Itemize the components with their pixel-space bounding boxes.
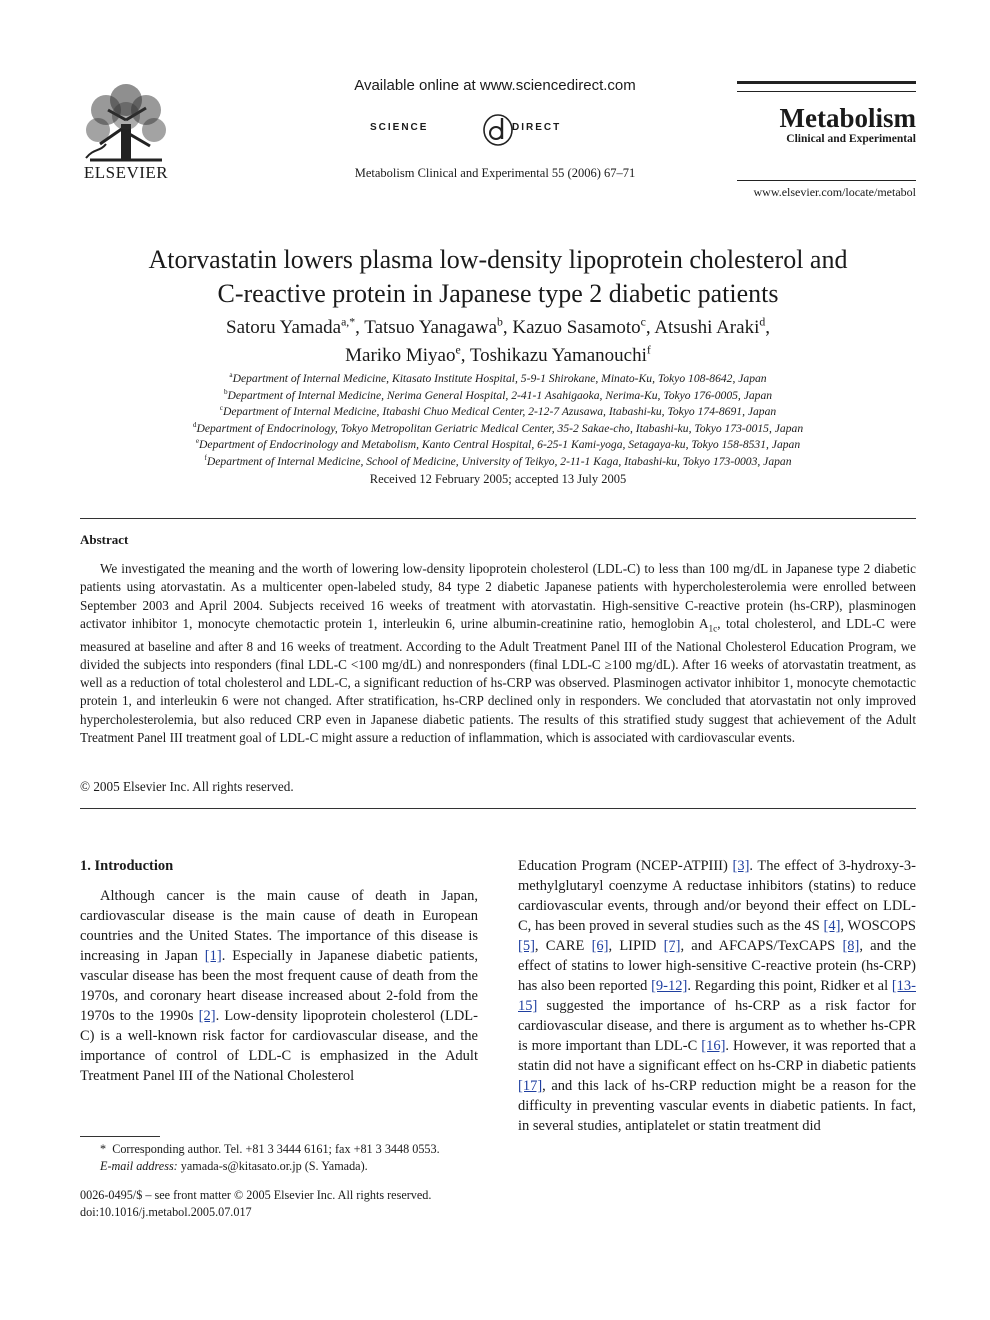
citation-link[interactable]: [13-15] [518,978,916,1014]
journal-header-rule [737,81,916,92]
body-text: , and the effect of statins to lower high-sensitive C-reactive protein (hs-CRP) has also been reported [518,938,916,994]
author-affil-mark: e [455,343,461,357]
affiliation-item [80,421,916,438]
body-text: . Regarding this point, Ridker et al [687,978,892,994]
email-label: E-mail address: [100,1159,178,1173]
abstract-top-rule [80,518,916,519]
journal-divider [737,180,916,181]
body-text: . Especially in Japanese diabetic patients, vascular disease has been the most frequent cause of death from the 1970s, and coronary heart disease increased about 2-fold from the 1970s to the 1990s [80,948,478,1024]
body-column-left [80,886,478,1086]
author-name[interactable]: Kazuo Sasamoto [512,317,641,338]
affil-text: Department of Internal Medicine, Kitasato Institute Hospital, 5-9-1 Shirokane, Minato-Ku, Tokyo 108-8642, Japan [232,372,767,385]
affiliation-item [80,371,916,388]
citation-link[interactable]: [9-12] [651,978,688,994]
affil-text: Department of Internal Medicine, School of Medicine, University of Teikyo, 2-11-1 Kaga, Itabashi-ku, Tokyo 173-0003, Japan [206,454,792,468]
affil-text: Department of Endocrinology and Metabolism, Kanto Central Hospital, 6-25-1 Kami-yoga, Setagaya-ku, Tokyo 158-8531, Japan [199,438,801,452]
footnote-mark: * [100,1142,107,1156]
citation-link[interactable]: [17] [518,1078,543,1094]
affil-mark: c [219,404,223,413]
sciencedirect-d-icon [482,112,514,148]
available-online-text[interactable]: Available online at www.sciencedirect.com [354,77,636,94]
author-name[interactable]: Mariko Miyao [345,345,456,366]
author-affil-mark: a,* [341,315,356,329]
author-name[interactable]: Satoru Yamada [226,317,342,338]
email-address[interactable]: yamada-s@kitasato.or.jp (S. Yamada). [180,1159,368,1173]
citation-link[interactable]: [4] [823,918,841,934]
body-text: Education Program (NCEP-ATPIII) [518,858,733,874]
section-heading-introduction: 1. Introduction [80,858,174,874]
abstract-bottom-rule [80,808,916,809]
author-separator: , [502,317,513,338]
journal-citation: Metabolism Clinical and Experimental 55 (2006) 67–71 [354,166,636,180]
author-affil-mark: b [497,315,503,329]
author-name[interactable]: Atsushi Araki [654,317,760,338]
body-text: , WOSCOPS [840,918,916,934]
footnote-text: Corresponding author. Tel. +81 3 3444 6161; fax +81 3 3448 0553. [112,1142,440,1156]
front-matter-line: 0026-0495/$ – see front matter © 2005 Elsevier Inc. All rights reserved. [80,1188,432,1202]
body-text: , and this lack of hs-CRP reduction might be a reason for the difficulty in preventing vascular events in diabetic patients. In fact, in several studies, antiplatelet or statin treatment did [518,1078,916,1134]
abstract-text: We investigated the meaning and the worth of lowering low-density lipoprotein cholesterol (LDL-C) to less than 100 mg/dL in Japanese type 2 diabetic patients using atorvastatin. As a multicenter open-labeled study, 84 type 2 diabetic Japanese patients with hypercholesterolemia were enrolled between September 2003 and April 2004. Subjects received 16 weeks of treatment with atorvastatin. High-sensitive C-reactive protein (hs-CRP), plasminogen activator inhibitor 1, monocyte chemotactic protein 1, interleukin 6, urine albumin-creatinine ratio, hemoglobin A [80,561,916,631]
sciencedirect-logo[interactable] [370,114,620,150]
body-text: . However, it was reported that a statin did not have a significant effect on hs-CRP in diabetic patients [518,1038,916,1074]
author-affil-mark: d [759,315,766,329]
body-text: suggested the importance of hs-CRP as a risk factor for cardiovascular disease, and there is argument as to whether hs-CPR is more important than LDL-C [518,998,916,1054]
affil-mark: a [229,371,233,380]
author-separator: , [355,317,365,338]
citation-link[interactable]: [16] [701,1038,726,1054]
affiliation-item [80,404,916,421]
affiliation-item [80,454,916,471]
author-separator: , [645,317,655,338]
abstract-heading: Abstract [80,532,129,547]
affil-mark: d [192,420,197,429]
received-dates: Received 12 February 2005; accepted 13 July 2005 [369,472,627,486]
abstract-body [80,560,916,747]
body-text: Although cancer is the main cause of death in Japan, cardiovascular disease is the main cause of death in European countries and the United States. The importance of this disease is increasing in Japan [80,888,478,964]
corresponding-author-note [100,1141,480,1158]
affil-text: Department of Internal Medicine, Itabashi Chuo Medical Center, 2-12-7 Azusawa, Itabashi-ku, Tokyo 174-8691, Japan [222,405,777,419]
body-text: , LIPID [608,938,664,954]
body-text: . The effect of 3-hydroxy-3-methylglutaryl coenzyme A reductase inhibitors (statins) to reduce cardiovascular events, through and/or beyond their effect on LDL-C, has been proved in several studies such as the 4S [518,858,917,934]
journal-name: Metabolism [779,103,916,133]
body-text: . Low-density lipoprotein cholesterol (LDL-C) is a well-known risk factor for cardiovascular disease, and the importance of control of LDL-C is emphasized in the Adult Treatment Panel III of the National Cholesterol [80,1008,478,1084]
title-line-1: Atorvastatin lowers plasma low-density lipoprotein cholesterol and [148,245,848,274]
journal-url[interactable]: www.elsevier.com/locate/metabol [753,185,916,199]
author-affil-mark: f [646,343,651,357]
citation-link[interactable]: [3] [732,858,750,874]
email-note [100,1158,480,1175]
body-column-right [518,856,916,1136]
body-text: , CARE [534,938,592,954]
abstract-subscript: 1c [708,623,718,634]
affil-text: Department of Endocrinology, Tokyo Metropolitan Geriatric Medical Center, 35-2 Sakae-cho, Itabashi-ku, Tokyo 173-0015, Japan [196,421,804,435]
title-line-2: C-reactive protein in Japanese type 2 diabetic patients [217,279,779,308]
doi-line[interactable]: doi:10.1016/j.metabol.2005.07.017 [80,1205,252,1219]
author-affil-mark: c [640,315,646,329]
abstract-copyright: © 2005 Elsevier Inc. All rights reserved. [80,779,294,794]
affil-mark: b [223,387,228,396]
citation-link[interactable]: [6] [591,938,609,954]
citation-link[interactable]: [8] [842,938,860,954]
journal-subtitle: Clinical and Experimental [786,133,916,145]
author-name[interactable]: Tatsuo Yanagawa [364,317,497,338]
affil-text: Department of Internal Medicine, Nerima General Hospital, 2-41-1 Asahigaoka, Nerima-Ku, Tokyo 176-0005, Japan [227,388,773,402]
affil-mark: f [204,454,207,463]
author-separator: , [765,317,770,338]
citation-link[interactable]: [2] [198,1008,216,1024]
abstract-text: , total cholesterol, and LDL-C were measured at baseline and after 8 and 16 weeks of treatment. According to the Adult Treatment Panel III of the National Cholesterol Education Program, we divided the subjects into responders (final LDL-C <100 mg/dL) and nonresponders (final LDL-C ≥100 mg/dL). After 16 weeks of atorvastatin treatment, as well as a reduction of total cholesterol and LDL-C, a significant reduction of hs-CRP was observed. Plasminogen activator inhibitor 1, monocyte chemotactic protein 1, and interleukin 6 were not changed. After stratification, hs-CRP declined only in responders. We concluded that atorvastatin not only improved hypercholesterolemia, but also reduced CRP even in Japanese diabetic patients. The results of this stratified study suggest that achievement of the Adult Treatment Panel III treatment goal of LDL-C might assure a reduction of inflammation, which is associated with cardiovascular events. [80,615,916,745]
author-name[interactable]: Toshikazu Yamanouchi [469,345,647,366]
article-title [80,243,916,311]
brand-right-text: DIRECT [512,122,562,133]
author-separator: , [460,345,470,366]
affiliation-item [80,388,916,405]
affiliation-list [80,371,916,471]
footnote-rule [80,1136,160,1137]
citation-link[interactable]: [5] [518,938,535,954]
author-list [80,314,916,370]
affiliation-item [80,437,916,454]
body-text: , and AFCAPS/TexCAPS [680,938,843,954]
citation-link[interactable]: [1] [204,948,222,964]
affil-mark: e [195,437,200,446]
publisher-logo-text: ELSEVIER [83,163,169,182]
citation-link[interactable]: [7] [663,938,681,954]
brand-left-text: SCIENCE [370,122,429,133]
